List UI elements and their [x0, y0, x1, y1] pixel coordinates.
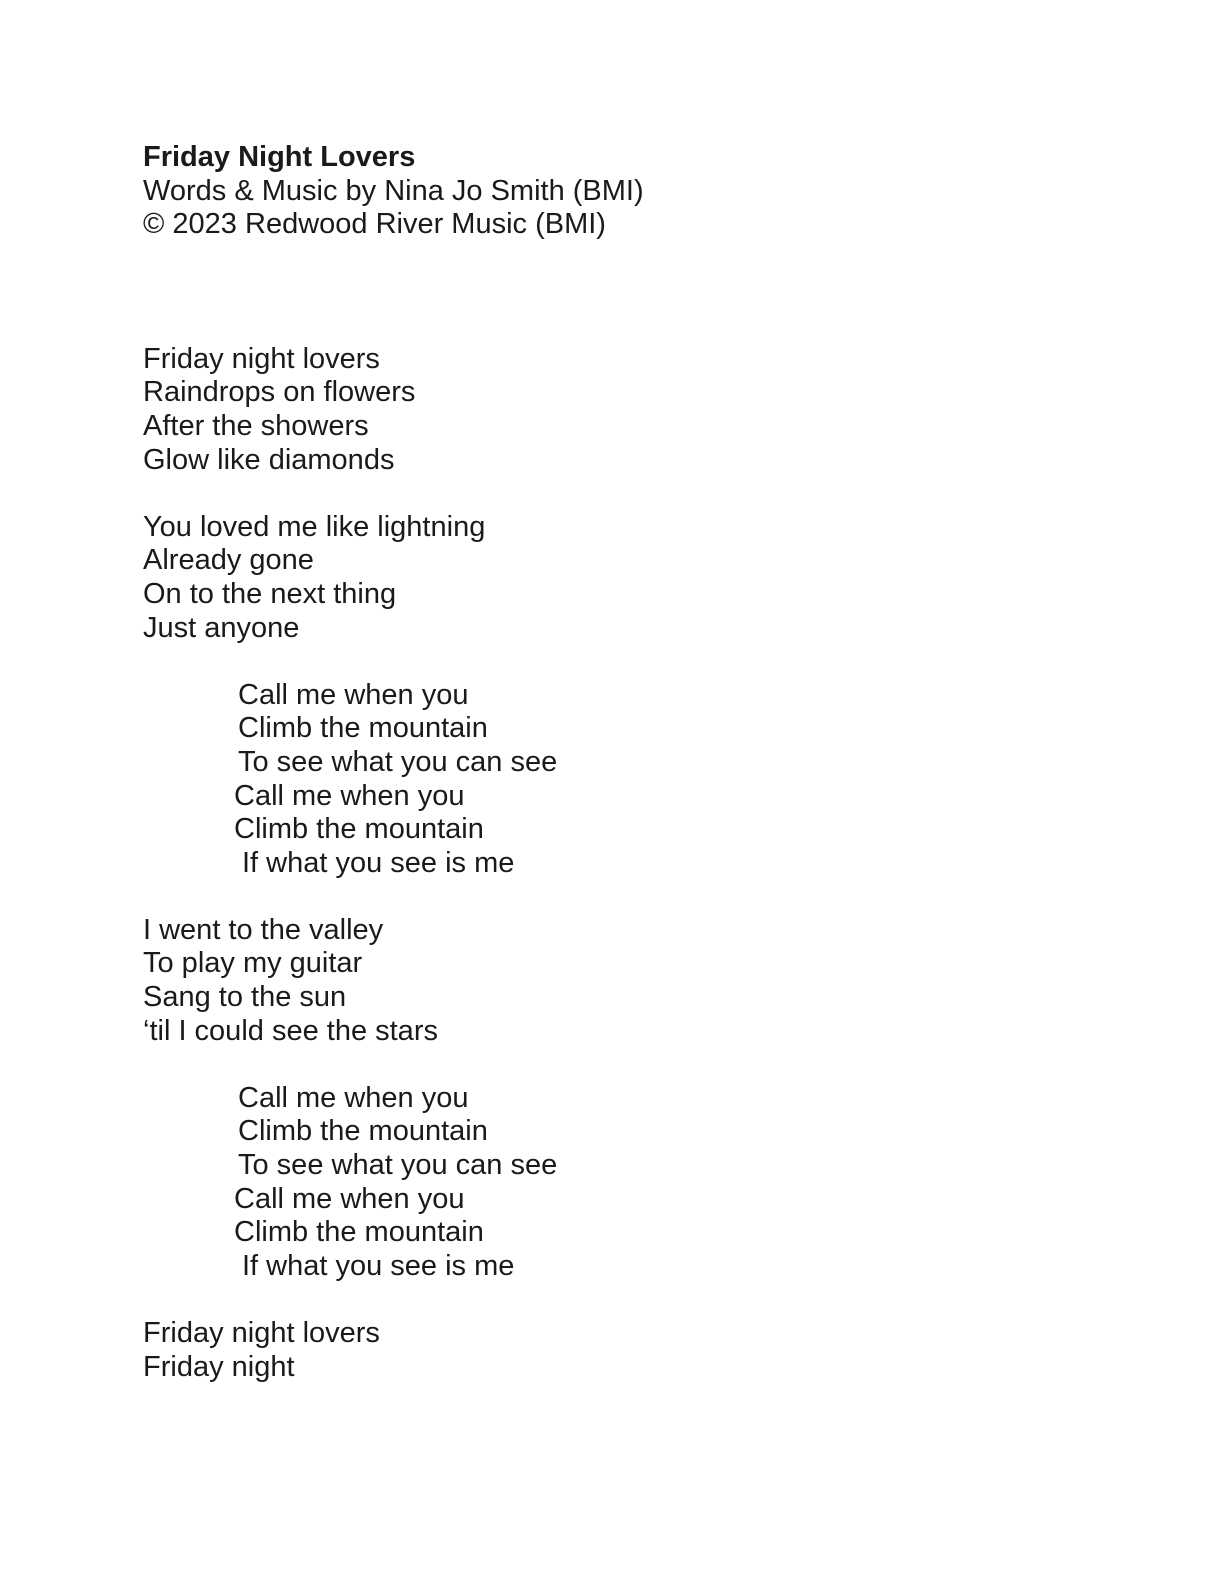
lyric-line: Climb the mountain: [238, 1115, 488, 1148]
lyric-line: To see what you can see: [238, 745, 558, 778]
lyric-line: If what you see is me: [242, 846, 515, 879]
lyric-line: You loved me like lightning: [143, 510, 486, 543]
lyric-line: ‘til I could see the stars: [143, 1014, 438, 1047]
lyric-line: Friday night lovers: [143, 342, 380, 375]
lyric-line: Climb the mountain: [238, 712, 488, 745]
lyric-line: Just anyone: [143, 611, 300, 644]
lyric-line: I went to the valley: [143, 913, 384, 946]
lyric-line: Call me when you: [234, 779, 465, 812]
lyric-line: If what you see is me: [242, 1249, 515, 1282]
lyric-line: Already gone: [143, 544, 314, 577]
lyric-line: Friday night: [143, 1350, 295, 1383]
song-header: [143, 141, 1043, 242]
lyric-line: Raindrops on flowers: [143, 376, 416, 409]
lyric-sheet: [143, 141, 1043, 1384]
song-title: Friday Night Lovers: [143, 141, 416, 173]
lyric-line: To see what you can see: [238, 1149, 558, 1182]
lyric-line: Glow like diamonds: [143, 443, 395, 476]
chorus-2: [143, 1082, 1043, 1284]
verse-2: [143, 511, 1043, 645]
lyric-line: Call me when you: [238, 1081, 469, 1114]
song-credits: Words & Music by Nina Jo Smith (BMI): [143, 174, 644, 207]
verse-1: [143, 343, 1043, 477]
lyric-line: Climb the mountain: [234, 1216, 484, 1249]
verse-3: [143, 914, 1043, 1048]
lyric-line: After the showers: [143, 409, 369, 442]
song-copyright: © 2023 Redwood River Music (BMI): [143, 208, 606, 241]
chorus-1: [143, 679, 1043, 881]
lyric-line: Call me when you: [238, 678, 469, 711]
lyric-line: On to the next thing: [143, 577, 397, 610]
lyric-line: Call me when you: [234, 1182, 465, 1215]
lyric-line: Friday night lovers: [143, 1317, 380, 1349]
lyric-line: To play my guitar: [143, 947, 363, 980]
lyric-line: Sang to the sun: [143, 981, 347, 1014]
outro: [143, 1317, 1043, 1384]
lyric-line: Climb the mountain: [234, 813, 484, 846]
